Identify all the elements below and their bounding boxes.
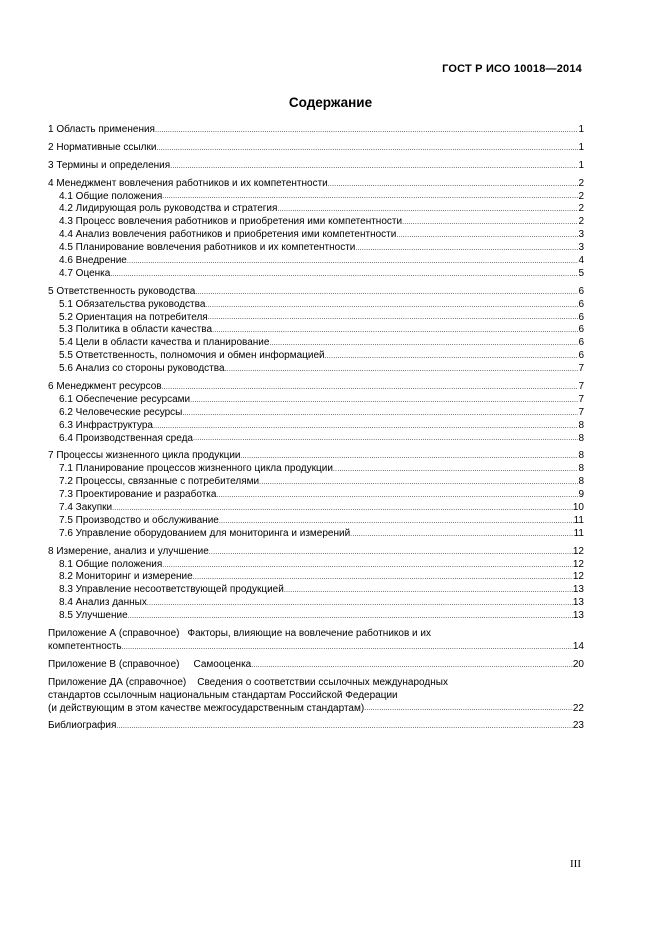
toc-entry-title: 5.6 Анализ со стороны руководства [59,363,225,375]
toc-subentry-6-4[interactable] [48,433,584,446]
toc-subentry-8-5[interactable] [48,610,584,623]
page-title: Содержание [288,95,373,110]
table-of-contents [48,124,584,733]
toc-appendix-b[interactable] [48,659,584,672]
toc-entry-title: 6.3 Инфраструктура [59,419,153,431]
toc-entry-title: 7.1 Планирование процессов жизненного цикла продукции [59,463,333,475]
toc-subentry-4-2[interactable] [48,203,584,216]
appendix-label: Приложение ДА (справочное) [48,676,187,688]
toc-appendix-da[interactable] [48,677,584,716]
toc-entry-title: 6 Менеджмент ресурсов [48,381,162,393]
toc-page-number: 12 [572,571,584,583]
toc-page-number: 3 [578,242,584,254]
toc-entry-title: 7 Процессы жизненного цикла продукции [48,450,241,462]
toc-entry-5[interactable] [48,286,584,299]
appendix-title-cont: компетентность [48,640,122,652]
toc-subentry-7-5[interactable] [48,515,584,528]
toc-page-number: 20 [572,658,584,670]
toc-page-number: 23 [572,720,584,732]
toc-entry-title: 7.5 Производство и обслуживание [59,514,219,526]
toc-entry-title: 5.5 Ответственность, полномочия и обмен информацией [59,350,325,362]
toc-entry-6[interactable] [48,381,584,394]
toc-entry-title: 4 Менеджмент вовлечения работников и их компетентности [48,177,328,189]
toc-page-number: 13 [572,597,584,609]
document-id: ГОСТ Р ИСО 10018—2014 [442,63,582,75]
appendix-label: Приложение В (справочное) [48,658,180,670]
toc-page-number: 11 [573,514,584,526]
toc-subentry-4-6[interactable] [48,255,584,268]
toc-page-number: 8 [578,432,584,444]
toc-bibliography[interactable] [48,720,584,733]
toc-page-number: 8 [578,476,584,488]
toc-entry-title: 4.7 Оценка [59,267,111,279]
toc-page-number: 7 [578,406,584,418]
toc-subentry-7-1[interactable] [48,463,584,476]
toc-page-number: 1 [578,141,584,153]
toc-page-number: 6 [578,285,584,297]
toc-entry-title: 4.1 Общие положения [59,190,163,202]
toc-page-number: 8 [578,419,584,431]
toc-page-number: 2 [578,203,584,215]
toc-entry-title: 4.4 Анализ вовлечения работников и приобретения ими компетентности [59,229,397,241]
toc-subentry-6-1[interactable] [48,394,584,407]
toc-page-number: 1 [578,123,584,135]
toc-subentry-7-6[interactable] [48,528,584,541]
toc-subentry-5-1[interactable] [48,299,584,312]
toc-page-number: 22 [572,702,584,714]
toc-subentry-6-2[interactable] [48,407,584,420]
toc-subentry-6-3[interactable] [48,420,584,433]
toc-subentry-7-2[interactable] [48,476,584,489]
toc-page-number: 6 [578,337,584,349]
toc-page-number: 4 [578,255,584,266]
toc-entry-title: 8.2 Мониторинг и измерение [59,571,193,583]
toc-entry-title: 2 Нормативные ссылки [48,141,157,153]
toc-entry-title: 7.4 Закупки [59,502,113,514]
toc-page-number: 11 [573,527,584,539]
toc-subentry-5-6[interactable] [48,363,584,376]
toc-entry-title: 7.6 Управление оборудованием для мониторинга и измерений [59,527,351,539]
toc-entry-title: 5.3 Политика в области качества [59,324,213,336]
toc-page-number: 3 [578,229,584,241]
toc-page-number: 2 [578,190,584,202]
toc-entry-3[interactable] [48,160,584,173]
toc-subentry-4-5[interactable] [48,242,584,255]
toc-entry-title: 8.1 Общие положения [59,558,163,570]
toc-subentry-7-3[interactable] [48,489,584,502]
toc-subentry-8-4[interactable] [48,597,584,610]
toc-entry-title: 3 Термины и определения [48,159,171,171]
toc-entry-title: 8.5 Улучшение [59,610,128,622]
toc-page-number: 14 [572,640,584,652]
toc-subentry-4-4[interactable] [48,229,584,242]
toc-entry-title: 4.2 Лидирующая роль руководства и стратегия [59,203,278,215]
toc-entry-title: Библиография [48,720,117,732]
toc-subentry-8-1[interactable] [48,559,584,572]
toc-page-number: 7 [578,363,584,375]
appendix-title-cont: стандартов ссылочным национальным стандартам Российской Федерации [48,689,398,701]
toc-entry-title: 6.2 Человеческие ресурсы [59,406,183,418]
toc-subentry-5-4[interactable] [48,337,584,350]
toc-entry-title: 8.4 Анализ данных [59,597,147,609]
toc-subentry-4-1[interactable] [48,191,584,204]
toc-entry-title: 8.3 Управление несоответствующей продукцией [59,584,284,596]
toc-entry-1[interactable] [48,124,584,137]
toc-subentry-5-3[interactable] [48,324,584,337]
toc-page-number: 12 [572,545,584,557]
toc-subentry-7-4[interactable] [48,502,584,515]
toc-page-number: 6 [578,298,584,310]
toc-subentry-8-3[interactable] [48,584,584,597]
toc-page-number: 12 [572,558,584,570]
toc-entry-title: 8 Измерение, анализ и улучшение [48,545,209,557]
appendix-title: Факторы, влияющие на вовлечение работников и их [187,628,432,640]
toc-entry-title: 7.2 Процессы, связанные с потребителями [59,476,260,488]
toc-entry-8[interactable] [48,546,584,559]
toc-entry-4[interactable] [48,178,584,191]
toc-entry-title: 5.1 Обязательства руководства [59,298,206,310]
toc-page-number: 1 [578,159,584,171]
toc-subentry-8-2[interactable] [48,572,584,585]
toc-entry-title: 4.3 Процесс вовлечения работников и приобретения ими компетентности [59,216,403,228]
toc-page-number: 6 [578,350,584,362]
toc-page-number: 7 [578,393,584,405]
toc-page-number: 2 [578,216,584,228]
toc-subentry-5-2[interactable] [48,312,584,325]
toc-entry-7[interactable] [48,450,584,463]
toc-page-number: 7 [578,381,584,393]
appendix-title: Самооценка [193,658,252,670]
toc-page-number: 13 [572,584,584,596]
toc-entry-title: 4.5 Планирование вовлечения работников и их компетентности [59,242,356,254]
toc-appendix-a[interactable] [48,628,584,654]
toc-page-number: 5 [578,267,584,279]
toc-page-number: 10 [572,502,584,514]
appendix-title: Сведения о соответствии ссылочных международных [197,676,448,688]
toc-entry-title: 7.3 Проектирование и разработка [59,489,217,501]
toc-entry-title: 5 Ответственность руководства [48,285,196,297]
toc-page-number: 8 [578,450,584,462]
toc-entry-title: 6.4 Производственная среда [59,432,193,444]
toc-entry-title: 1 Область применения [48,123,155,135]
toc-entry-title: 5.2 Ориентация на потребителя [59,311,208,323]
toc-subentry-4-3[interactable] [48,216,584,229]
toc-entry-title: 5.4 Цели в области качества и планирование [59,337,270,349]
toc-page-number: 9 [578,489,584,501]
toc-entry-title: 6.1 Обеспечение ресурсами [59,393,191,405]
toc-page-number: 8 [578,463,584,475]
toc-page-number: 13 [572,610,584,622]
toc-page-number: 2 [578,177,584,189]
page-number: III [570,858,581,870]
toc-entry-2[interactable] [48,142,584,155]
toc-entry-title: 4.6 Внедрение [59,255,127,266]
toc-subentry-4-7[interactable] [48,268,584,281]
appendix-label: Приложение А (справочное) [48,628,180,640]
toc-page-number: 6 [578,324,584,336]
appendix-title-cont: (и действующим в этом качестве межгосударственным стандартам) [48,702,365,714]
toc-subentry-5-5[interactable] [48,350,584,363]
toc-page-number: 6 [578,311,584,323]
